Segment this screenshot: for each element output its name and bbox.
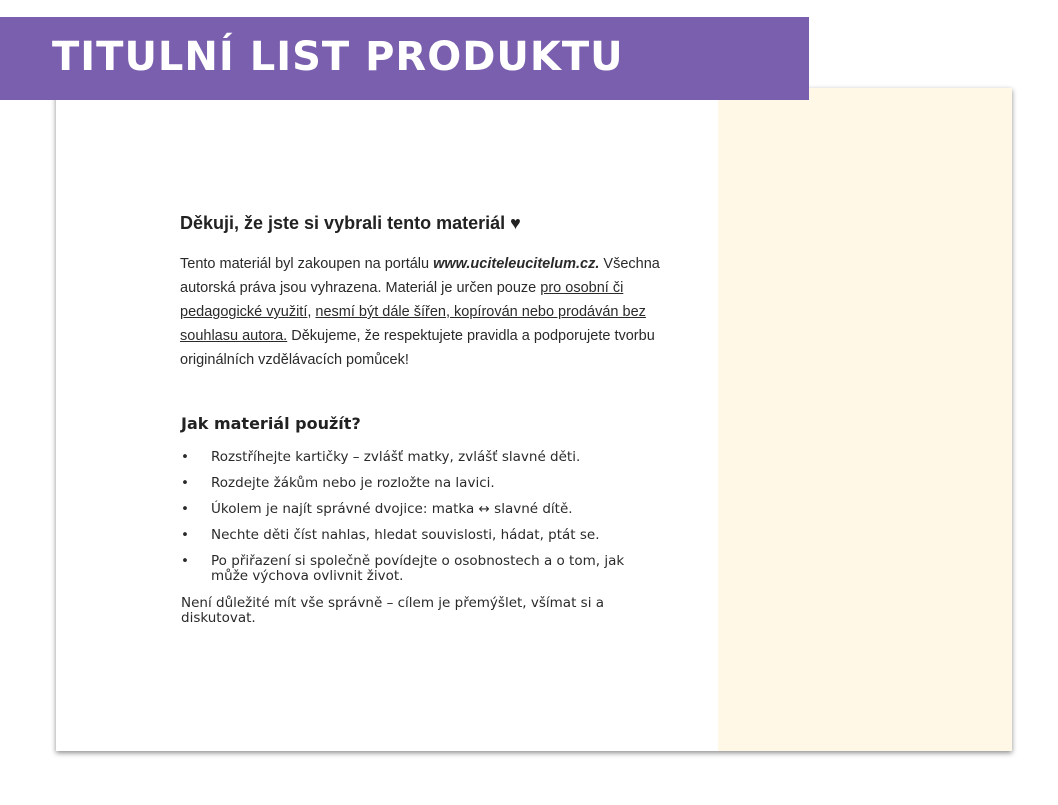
bullet-icon: • bbox=[181, 449, 189, 465]
step-text: Rozstříhejte kartičky – zvlášť matky, zvlášť slavné děti. bbox=[211, 449, 581, 465]
list-item bbox=[181, 450, 651, 465]
bullet-icon: • bbox=[181, 501, 189, 517]
copyright-terms-underlined: nesmí být dále šířen, kopírován nebo prodáván bez souhlasu autora. bbox=[180, 304, 646, 344]
bullet-icon: • bbox=[181, 553, 189, 569]
title-banner bbox=[0, 17, 809, 100]
banner-title: TITULNÍ LIST PRODUKTU bbox=[52, 34, 624, 80]
thanks-text-1: Tento materiál byl zakoupen na portálu bbox=[180, 256, 434, 272]
thanks-paragraph bbox=[180, 252, 680, 372]
step-text: Úkolem je najít správné dvojice: matka ↔ slavné dítě. bbox=[211, 501, 573, 517]
bullet-icon: • bbox=[181, 475, 189, 491]
usage-terms-underlined: pro osobní či pedagogické využití bbox=[180, 280, 624, 320]
thanks-text-4: Děkujeme, že respektujete pravidla a podporujete tvorbu originálních vzdělávacích pomůcek! bbox=[180, 328, 655, 368]
portal-name: www.uciteleucitelum.cz. bbox=[433, 256, 600, 272]
list-item bbox=[181, 476, 651, 491]
step-text: Rozdejte žákům nebo je rozložte na lavici. bbox=[211, 475, 495, 491]
list-item bbox=[181, 502, 651, 517]
thanks-heading: Děkuji, že jste si vybrali tento materiál ♥ bbox=[180, 213, 521, 233]
product-page bbox=[56, 88, 1012, 751]
step-text: Nechte děti číst nahlas, hledat souvislosti, hádat, ptát se. bbox=[211, 527, 600, 543]
step-text: Po přiřazení si společně povídejte o osobnostech a o tom, jak může výchova ovlivnit život. bbox=[211, 553, 625, 584]
closing-note: Není důležité mít vše správně – cílem je přemýšlet, všímat si a diskutovat. bbox=[181, 595, 605, 626]
steps-list bbox=[181, 450, 651, 595]
side-panel bbox=[718, 88, 1012, 751]
thanks-text-2: Všechna autorská práva jsou vyhrazena. Materiál je určen pouze bbox=[180, 256, 660, 296]
bullet-icon: • bbox=[181, 527, 189, 543]
list-item bbox=[181, 528, 651, 543]
how-to-heading: Jak materiál použít? bbox=[181, 414, 361, 433]
list-item bbox=[181, 554, 651, 584]
thanks-text-3: , bbox=[307, 304, 316, 320]
